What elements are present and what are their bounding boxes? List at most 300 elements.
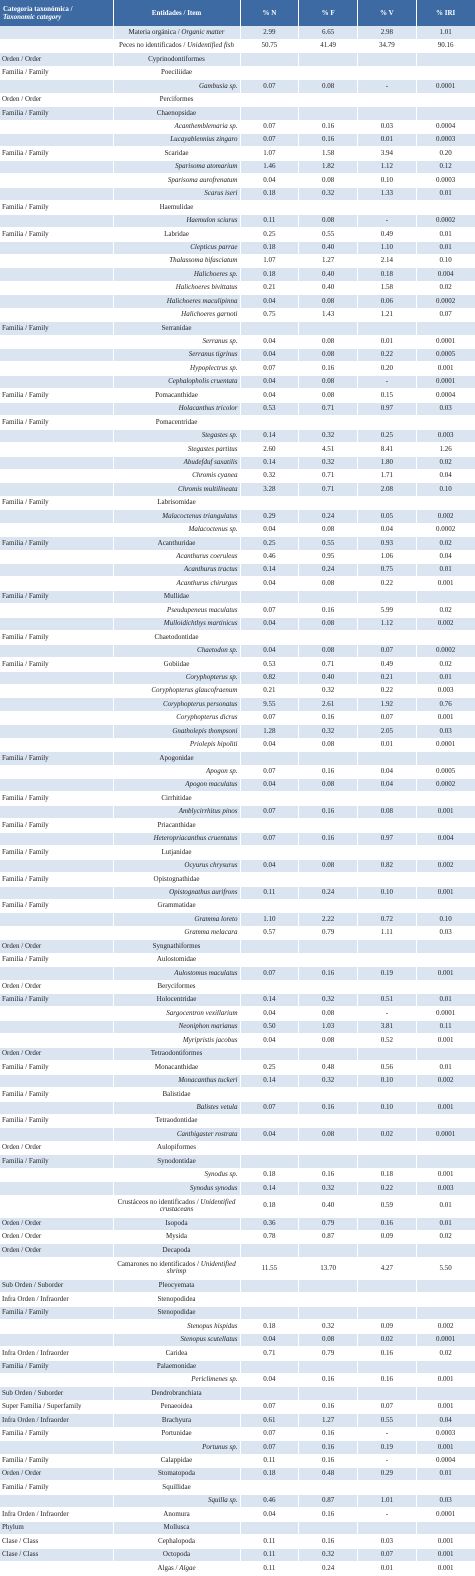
v-cell: 1.12 <box>358 160 417 173</box>
f-cell: 0.08 <box>299 349 358 362</box>
n-cell <box>240 846 299 859</box>
item-label: Stenopus hispidus <box>187 1321 238 1330</box>
table-row <box>0 469 475 482</box>
f-cell: 2.22 <box>299 913 358 926</box>
category-cell <box>0 483 113 496</box>
table-row <box>0 765 475 778</box>
v-cell <box>358 107 417 120</box>
category-cell <box>0 469 113 482</box>
category-cell: Orden / Order <box>0 980 113 993</box>
v-cell: 1.06 <box>358 550 417 563</box>
item-cell <box>113 940 240 953</box>
f-cell <box>299 590 358 603</box>
iri-cell: 0.04 <box>416 550 475 563</box>
v-cell <box>358 496 417 509</box>
item-cell <box>113 187 240 200</box>
iri-cell: 0.0003 <box>416 134 475 147</box>
v-cell <box>358 93 417 106</box>
iri-cell: 0.002 <box>416 510 475 523</box>
iri-cell <box>416 1293 475 1306</box>
iri-cell: 0.02 <box>416 537 475 550</box>
item-cell <box>113 1508 240 1521</box>
table-row <box>0 1306 475 1319</box>
category-cell <box>0 1020 113 1033</box>
f-cell: 0.16 <box>299 1373 358 1386</box>
item-cell <box>113 779 240 792</box>
category-cell <box>0 1441 113 1454</box>
category-cell: Familia / Family <box>0 631 113 644</box>
item-label: Neoniphon marianus <box>178 1022 238 1031</box>
f-cell: 0.08 <box>299 1034 358 1047</box>
iri-cell: 0.11 <box>416 1020 475 1033</box>
item-cell <box>113 819 240 832</box>
item-label: Haemulidae <box>159 202 194 211</box>
table-row <box>0 1481 475 1494</box>
category-cell: Familia / Family <box>0 389 113 402</box>
v-cell: 1.58 <box>358 281 417 294</box>
category-cell: Familia / Family <box>0 792 113 805</box>
v-cell: 1.21 <box>358 308 417 321</box>
item-cell <box>113 308 240 321</box>
table-row <box>0 859 475 872</box>
v-cell: 0.03 <box>358 1535 417 1548</box>
item-label: Serranus sp. <box>202 337 238 346</box>
f-cell: 1.27 <box>299 1414 358 1427</box>
f-cell: 6.65 <box>299 26 358 39</box>
v-cell <box>358 1521 417 1534</box>
f-cell <box>299 873 358 886</box>
table-row <box>0 832 475 845</box>
item-label: Peces no identificados / <box>119 41 188 50</box>
table-row <box>0 1257 475 1279</box>
n-cell <box>240 1114 299 1127</box>
f-cell: 0.71 <box>299 469 358 482</box>
n-cell: 0.04 <box>240 335 299 348</box>
n-cell <box>240 201 299 214</box>
n-cell: 0.53 <box>240 658 299 671</box>
f-cell <box>299 53 358 66</box>
f-cell: 0.16 <box>299 765 358 778</box>
n-cell: 0.50 <box>240 1020 299 1033</box>
f-cell: 0.08 <box>299 1333 358 1346</box>
item-label: Holacanthus tricolor <box>178 404 238 413</box>
iri-cell: 0.03 <box>416 926 475 939</box>
category-cell: Orden / Order <box>0 1244 113 1257</box>
category-cell <box>0 886 113 899</box>
category-cell <box>0 443 113 456</box>
n-cell: 0.14 <box>240 1074 299 1087</box>
item-cell <box>113 684 240 697</box>
v-cell: 1.71 <box>358 469 417 482</box>
v-cell <box>358 1088 417 1101</box>
item-cell <box>113 1347 240 1360</box>
n-cell: 0.07 <box>240 711 299 724</box>
item-cell <box>113 295 240 308</box>
f-cell: 0.24 <box>299 510 358 523</box>
v-cell: 0.04 <box>358 779 417 792</box>
item-cell <box>113 1293 240 1306</box>
iri-cell: 0.20 <box>416 147 475 160</box>
n-cell <box>240 1293 299 1306</box>
table-row <box>0 147 475 160</box>
category-cell <box>0 913 113 926</box>
category-cell: Orden / Order <box>0 1468 113 1481</box>
table-row <box>0 1494 475 1507</box>
item-cell <box>113 1007 240 1020</box>
v-cell: 0.21 <box>358 671 417 684</box>
v-cell: 0.16 <box>358 1217 417 1230</box>
iri-cell: 0.02 <box>416 1231 475 1244</box>
n-cell <box>240 940 299 953</box>
header-f: % F <box>299 0 358 26</box>
iri-cell: 0.0001 <box>416 1128 475 1141</box>
item-cell <box>113 120 240 133</box>
f-cell: 0.08 <box>299 1007 358 1020</box>
item-cell <box>113 1155 240 1168</box>
f-cell <box>299 631 358 644</box>
item-label: Materia orgánica / <box>128 27 182 36</box>
item-cell <box>113 564 240 577</box>
category-cell: Familia / Family <box>0 1481 113 1494</box>
category-cell <box>0 308 113 321</box>
item-cell <box>113 1306 240 1319</box>
table-row <box>0 819 475 832</box>
table-row <box>0 375 475 388</box>
item-cell <box>113 537 240 550</box>
v-cell: 5.99 <box>358 604 417 617</box>
category-cell <box>0 254 113 267</box>
item-label: Synodus synodus <box>189 1183 238 1192</box>
table-row <box>0 187 475 200</box>
category-cell <box>0 859 113 872</box>
n-cell: 0.25 <box>240 1061 299 1074</box>
iri-cell <box>416 873 475 886</box>
iri-cell: 0.003 <box>416 429 475 442</box>
table-row <box>0 671 475 684</box>
table-row <box>0 1195 475 1217</box>
category-cell <box>0 187 113 200</box>
table-row <box>0 698 475 711</box>
table-row <box>0 26 475 39</box>
item-cell <box>113 1168 240 1181</box>
category-cell <box>0 1007 113 1020</box>
n-cell <box>240 819 299 832</box>
item-cell <box>113 160 240 173</box>
item-cell <box>113 1320 240 1333</box>
v-cell: 0.16 <box>358 1347 417 1360</box>
category-cell: Familia / Family <box>0 873 113 886</box>
item-label: Mysida <box>166 1232 187 1241</box>
item-label: Stegastes sp. <box>201 431 238 440</box>
n-cell <box>240 496 299 509</box>
category-cell <box>0 805 113 818</box>
item-label: Apogon sp. <box>206 767 238 776</box>
v-cell <box>358 1141 417 1154</box>
f-cell: 41.49 <box>299 39 358 52</box>
item-label: Octopoda <box>162 1550 191 1559</box>
v-cell: 0.22 <box>358 577 417 590</box>
category-cell <box>0 1195 113 1217</box>
v-cell: 0.20 <box>358 362 417 375</box>
f-cell <box>299 1306 358 1319</box>
iri-cell: 0.0001 <box>416 738 475 751</box>
n-cell: 0.04 <box>240 295 299 308</box>
iri-cell <box>416 953 475 966</box>
iri-cell: 0.001 <box>416 1400 475 1413</box>
item-label: Cephalopoda <box>158 1536 195 1545</box>
item-label: Crustáceos no identificados / <box>117 1197 201 1206</box>
category-cell: Familia / Family <box>0 590 113 603</box>
item-cell <box>113 590 240 603</box>
table-row <box>0 792 475 805</box>
category-cell <box>0 926 113 939</box>
category-cell <box>0 214 113 227</box>
item-label: Thalassoma bifasciatum <box>169 256 238 265</box>
iri-cell <box>416 66 475 79</box>
f-cell <box>299 66 358 79</box>
f-cell: 0.16 <box>299 1441 358 1454</box>
category-cell: Orden / Order <box>0 1141 113 1154</box>
v-cell <box>358 792 417 805</box>
category-cell: Familia / Family <box>0 1114 113 1127</box>
n-cell: 0.04 <box>240 644 299 657</box>
item-label: Chaenopsidae <box>156 108 197 117</box>
item-cell <box>113 53 240 66</box>
item-label: Halichoeres maculipinna <box>166 296 238 305</box>
item-cell <box>113 39 240 52</box>
table-row <box>0 53 475 66</box>
n-cell: 0.07 <box>240 1427 299 1440</box>
item-label: Monacanthus tuckeri <box>178 1076 238 1085</box>
v-cell: 0.18 <box>358 268 417 281</box>
v-cell: 2.08 <box>358 483 417 496</box>
item-label-en: Unidentified shrimp <box>166 1259 236 1276</box>
item-label: Labrisomidae <box>157 498 196 507</box>
item-label: Serranidae <box>161 323 192 332</box>
n-cell: 0.29 <box>240 510 299 523</box>
item-cell <box>113 335 240 348</box>
item-label: Coryphopterus glaucofraenum <box>151 686 238 695</box>
table-row <box>0 1217 475 1230</box>
n-cell: 0.04 <box>240 1007 299 1020</box>
n-cell: 0.14 <box>240 429 299 442</box>
item-label: Penaeoidea <box>160 1402 193 1411</box>
n-cell: 1.10 <box>240 913 299 926</box>
category-cell <box>0 134 113 147</box>
iri-cell: 0.0002 <box>416 523 475 536</box>
iri-cell: 0.004 <box>416 832 475 845</box>
item-label: Labridae <box>164 229 189 238</box>
category-cell <box>0 711 113 724</box>
item-label: Coryphopterus dicrus <box>176 713 238 722</box>
v-cell <box>358 940 417 953</box>
iri-cell: 0.02 <box>416 604 475 617</box>
iri-cell: 0.0002 <box>416 295 475 308</box>
header-item: Entidades / Item <box>113 0 240 26</box>
category-cell: Sub Orden / Suborder <box>0 1387 113 1400</box>
n-cell: 0.46 <box>240 550 299 563</box>
item-cell <box>113 134 240 147</box>
item-cell <box>113 577 240 590</box>
item-label: Tetraodontidae <box>155 1116 198 1125</box>
n-cell: 0.53 <box>240 402 299 415</box>
item-cell <box>113 913 240 926</box>
f-cell <box>299 1481 358 1494</box>
item-cell <box>113 859 240 872</box>
category-cell: Familia / Family <box>0 147 113 160</box>
n-cell <box>240 1360 299 1373</box>
n-cell: 0.82 <box>240 671 299 684</box>
item-cell <box>113 214 240 227</box>
f-cell <box>299 752 358 765</box>
f-cell: 0.16 <box>299 711 358 724</box>
n-cell <box>240 1387 299 1400</box>
table-row <box>0 1414 475 1427</box>
table-row <box>0 402 475 415</box>
table-row <box>0 456 475 469</box>
table-row <box>0 1244 475 1257</box>
table-row <box>0 66 475 79</box>
f-cell <box>299 1155 358 1168</box>
table-row <box>0 308 475 321</box>
item-cell <box>113 1101 240 1114</box>
v-cell: 0.04 <box>358 523 417 536</box>
table-row <box>0 416 475 429</box>
item-label: Squillidae <box>162 1482 191 1491</box>
category-cell <box>0 1494 113 1507</box>
v-cell: 0.82 <box>358 859 417 872</box>
item-cell <box>113 469 240 482</box>
v-cell: 0.07 <box>358 644 417 657</box>
v-cell: 0.09 <box>358 1320 417 1333</box>
item-cell <box>113 1521 240 1534</box>
v-cell: 0.10 <box>358 1101 417 1114</box>
table-row <box>0 349 475 362</box>
f-cell: 0.87 <box>299 1494 358 1507</box>
table-row <box>0 886 475 899</box>
iri-cell <box>416 1088 475 1101</box>
item-cell <box>113 1047 240 1060</box>
f-cell <box>299 496 358 509</box>
category-cell <box>0 644 113 657</box>
v-cell: - <box>358 1007 417 1020</box>
table-row <box>0 1562 475 1575</box>
n-cell: 0.07 <box>240 134 299 147</box>
f-cell: 0.16 <box>299 1427 358 1440</box>
n-cell <box>240 631 299 644</box>
category-cell: Orden / Order <box>0 93 113 106</box>
n-cell: 0.14 <box>240 564 299 577</box>
v-cell: 0.07 <box>358 1548 417 1561</box>
item-label: Coryphopterus sp. <box>185 672 238 681</box>
n-cell: 0.57 <box>240 926 299 939</box>
f-cell: 1.43 <box>299 308 358 321</box>
v-cell: 0.97 <box>358 402 417 415</box>
n-cell: 3.28 <box>240 483 299 496</box>
n-cell <box>240 322 299 335</box>
table-row <box>0 107 475 120</box>
f-cell: 0.16 <box>299 134 358 147</box>
item-label: Balistidae <box>162 1089 191 1098</box>
category-cell <box>0 684 113 697</box>
v-cell: 0.09 <box>358 1231 417 1244</box>
item-label: Malacoctenus triangulatus <box>162 511 238 520</box>
item-cell <box>113 483 240 496</box>
v-cell: 0.05 <box>358 510 417 523</box>
n-cell: 0.07 <box>240 765 299 778</box>
item-cell <box>113 711 240 724</box>
item-label: Cyprinodontiformes <box>148 54 205 63</box>
table-row <box>0 1373 475 1386</box>
f-cell: 0.16 <box>299 604 358 617</box>
v-cell: 1.33 <box>358 187 417 200</box>
category-cell: Familia / Family <box>0 1360 113 1373</box>
f-cell: 1.27 <box>299 254 358 267</box>
f-cell: 0.24 <box>299 886 358 899</box>
v-cell: 0.19 <box>358 967 417 980</box>
category-cell: Familia / Family <box>0 953 113 966</box>
iri-cell: 0.02 <box>416 456 475 469</box>
item-label: Caridea <box>165 1348 188 1357</box>
table-row <box>0 926 475 939</box>
category-cell <box>0 577 113 590</box>
f-cell <box>299 201 358 214</box>
f-cell <box>299 940 358 953</box>
item-label: Acanthemblemaria sp. <box>174 122 238 131</box>
f-cell: 0.40 <box>299 241 358 254</box>
item-label: Priacanthidae <box>157 820 196 829</box>
category-cell: Super Familia / Superfamily <box>0 1400 113 1413</box>
table-row <box>0 201 475 214</box>
item-cell <box>113 1360 240 1373</box>
n-cell: 0.04 <box>240 1034 299 1047</box>
n-cell: 0.04 <box>240 389 299 402</box>
table-row <box>0 1182 475 1195</box>
iri-cell: 0.03 <box>416 402 475 415</box>
iri-cell: 0.002 <box>416 1320 475 1333</box>
item-label: Heteropriacanthus cruentatus <box>153 834 238 843</box>
item-cell <box>113 523 240 536</box>
f-cell: 0.79 <box>299 1217 358 1230</box>
item-label: Chaetodon sp. <box>197 646 238 655</box>
n-cell: 1.46 <box>240 160 299 173</box>
table-row <box>0 1508 475 1521</box>
item-label: Opistognathus aurifrons <box>169 887 238 896</box>
n-cell <box>240 53 299 66</box>
v-cell: 0.19 <box>358 1441 417 1454</box>
table-row <box>0 93 475 106</box>
n-cell: 9.55 <box>240 698 299 711</box>
item-cell <box>113 429 240 442</box>
iri-cell <box>416 752 475 765</box>
f-cell: 0.71 <box>299 483 358 496</box>
category-cell: Clase / Class <box>0 1548 113 1561</box>
iri-cell: 0.004 <box>416 268 475 281</box>
iri-cell: 0.02 <box>416 281 475 294</box>
f-cell: 0.08 <box>299 335 358 348</box>
category-cell <box>0 375 113 388</box>
item-cell <box>113 1333 240 1346</box>
item-label: Portunidae <box>161 1429 192 1438</box>
table-row <box>0 846 475 859</box>
item-cell <box>113 752 240 765</box>
n-cell: 0.11 <box>240 1454 299 1467</box>
table-row <box>0 1047 475 1060</box>
n-cell: 0.21 <box>240 684 299 697</box>
f-cell: 0.08 <box>299 859 358 872</box>
table-row <box>0 174 475 187</box>
n-cell: 0.11 <box>240 214 299 227</box>
